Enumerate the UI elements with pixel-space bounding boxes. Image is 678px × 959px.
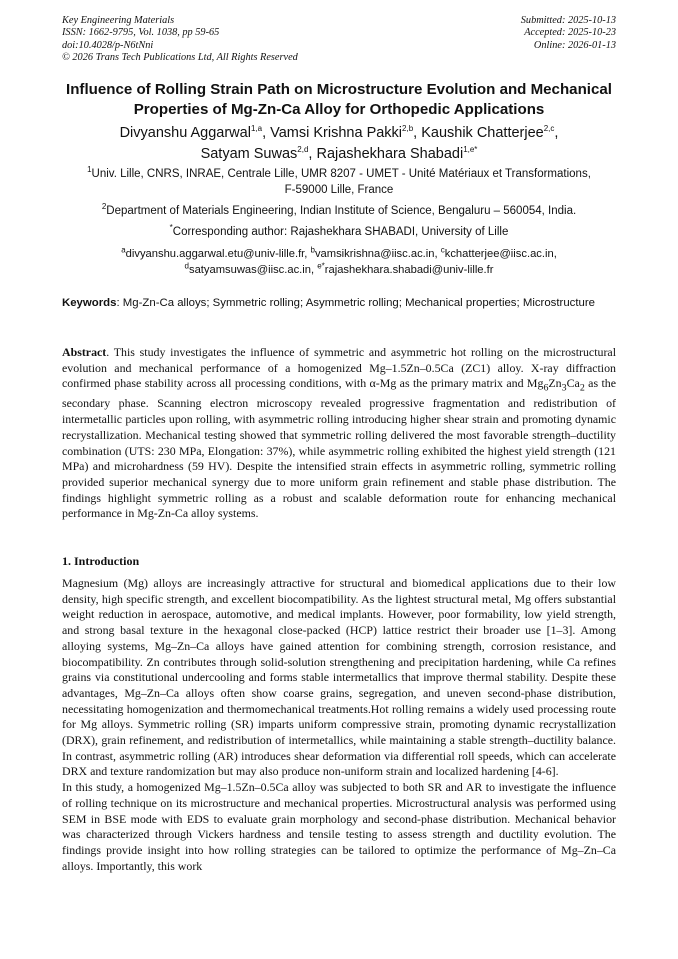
author-name: Kaushik Chatterjee (421, 125, 544, 141)
email-mark: e* (317, 261, 325, 271)
online-date: Online: 2026-01-13 (533, 39, 616, 51)
keywords-text: : Mg-Zn-Ca alloys; Symmetric rolling; Asymmetric rolling; Mechanical properties; Microstructure (116, 297, 595, 309)
introduction-paragraph: Magnesium (Mg) alloys are increasingly attractive for structural and biomedical applications due to their low density, high specific strength, and excellent biocompatibility. As the lightest structural metal, Mg offers substantial weight reduction in aerospace, automotive, and medical implants. However, poor formability, low yield strength, and strong basal texture in the hexagonal close-packed (HCP) lattice restrict their broader use [1–3]. Among alloying systems, Mg–Zn–Ca alloys have gained attention for combining strength, corrosion resistance, and biocompatibility. Zn contributes through solid-solution strengthening and precipitation hardening, while Ca refines grains via constitutional undercooling and forms stable intermetallics that improve thermal stability. Despite these advantages, Mg–Zn–Ca alloys often show coarse grains, segregation, and uneven second-phase distribution, necessitating homogenization and thermomechanical treatments.Hot rolling remains a widely used processing route for Mg alloys. Symmetric rolling (SR) imparts uniform compressive strain, promoting dynamic recrystallization (DRX), grain refinement, and redistribution of intermetallics, while maintaining a stable strength–ductility balance. In contrast, asymmetric rolling (AR) introduces shear deformation via differential roll speeds, which can accelerate DRX and texture randomization but may also produce non-uniform strain and localized hardening [4-6]. (62, 576, 616, 779)
introduction-paragraph: In this study, a homogenized Mg–1.5Zn–0.5Ca alloy was subjected to both SR and AR to investigate the influence of rolling technique on its microstructure and mechanical properties. Microstructural analysis was performed using SEM in BSE mode with EDS to evaluate grain morphology and second-phase distribution. Mechanical behavior was characterized through Vickers hardness and tensile testing to assess strength and ductility evolution. The findings provide insight into how rolling strategies can be tailored to optimize the performance of Mg–Zn–Ca alloys. Importantly, this work (62, 780, 616, 873)
author-separator: , (554, 125, 559, 141)
author-list (62, 123, 616, 165)
abstract-text: Ca (566, 376, 580, 391)
author-name: Satyam Suwas (200, 146, 298, 162)
corresponding-author (62, 224, 616, 240)
author-separator: , (308, 146, 317, 162)
subscript: 2 (579, 382, 585, 394)
submitted-date: Submitted: 2025-10-13 (520, 15, 616, 26)
affiliation-mark: 2 (101, 202, 107, 212)
author-separator: , (262, 125, 271, 141)
doi-line: doi:10.4028/p-N6tNni (62, 39, 154, 51)
affiliation-mark: 1 (87, 165, 92, 175)
email-link[interactable]: satyamsuwas@iisc.ac.in, (188, 264, 318, 276)
affiliation-2 (62, 203, 616, 219)
copyright-line: © 2026 Trans Tech Publications Ltd, All Rights Reserved (62, 51, 298, 63)
affiliation-1-line1: Univ. Lille, CNRS, INRAE, Centrale Lille, UMR 8207 - UMET - Unité Matériaux et Transformations, (91, 168, 591, 180)
email-link[interactable]: kchatterjee@iisc.ac.in, (444, 248, 557, 260)
abstract-label: Abstract (62, 345, 107, 359)
email-link[interactable]: divyanshu.aggarwal.etu@univ-lille.fr, (125, 248, 311, 260)
keywords-label: Keywords (62, 297, 117, 309)
issn-line: ISSN: 1662-9795, Vol. 1038, pp 59-65 (62, 27, 220, 39)
author-emails (62, 246, 616, 278)
abstract-text: as the secondary phase. Scanning electron microscopy revealed progressive fragmentation and redistribution of intermetallic particles upon rolling, with asymmetric rolling introducing higher shear strain and promoting dynamic recrystallization. Mechanical testing showed that symmetric rolling delivered the most favorable strength–ductility combination (UTS: 230 MPa, Elongation: 37%), while asymmetric rolling exhibited the highest yield strength (121 MPa) and microhardness (59 HV). Despite the intensified strain effects in asymmetric rolling, symmetric rolling provided superior mechanical synergy due to more uniform grain refinement and stable phase distribution. The findings highlight symmetric rolling as a robust and scalable deformation route for enhancing mechanical performance in Mg-Zn-Ca alloy systems. (62, 376, 616, 521)
email-mark: d (184, 261, 189, 271)
journal-meta (62, 15, 298, 64)
accepted-date: Accepted: 2025-10-23 (524, 27, 616, 39)
affiliation-1-line2: F-59000 Lille, France (284, 184, 394, 196)
author-affiliation-mark: 2,c (543, 124, 555, 134)
email-mark: b (310, 245, 315, 255)
section-heading-introduction: 1. Introduction (62, 554, 140, 568)
affiliation-2-text: Department of Materials Engineering, Indian Institute of Science, Bengaluru – 560054, India. (106, 205, 577, 217)
author-separator: , (413, 125, 422, 141)
abstract-text: Zn (548, 376, 562, 391)
author-affiliation-mark: 2,d (297, 145, 309, 155)
author-affiliation-mark: 1,e* (463, 145, 478, 155)
author-affiliation-mark: 1,a (250, 124, 263, 134)
abstract-text: . This study investigates the influence of symmetric and asymmetric hot rolling on the microstructural evolution and mechanical performance of a homogenized Mg–1.5Zn–0.5Ca (ZC1) alloy. X-ray diffraction confirmed phase stability across all processing conditions, with α-Mg as the primary matrix and Mg (62, 345, 616, 391)
email-link[interactable]: rajashekhara.shabadi@univ-lille.fr (324, 264, 494, 276)
introduction-body (62, 576, 616, 874)
corresponding-author-text: Corresponding author: Rajashekhara SHABADI, University of Lille (172, 226, 509, 238)
journal-name: Key Engineering Materials (62, 15, 175, 26)
subscript: 3 (561, 382, 567, 394)
email-mark: c (440, 245, 445, 255)
keywords-block (62, 296, 616, 311)
paper-title: Influence of Rolling Strain Path on Microstructure Evolution and Mechanical Properties of Mg-Zn-Ca Alloy for Orthopedic Applications (66, 81, 612, 118)
affiliation-1 (62, 166, 616, 198)
email-mark: a (121, 245, 126, 255)
corresponding-mark: * (169, 223, 173, 233)
author-name: Vamsi Krishna Pakki (270, 125, 403, 141)
email-link[interactable]: vamsikrishna@iisc.ac.in, (314, 248, 441, 260)
author-name: Rajashekhara Shabadi (316, 146, 464, 162)
publication-dates (521, 15, 616, 52)
author-affiliation-mark: 2,b (402, 124, 414, 134)
author-name: Divyanshu Aggarwal (119, 125, 251, 141)
subscript: 6 (543, 382, 549, 394)
abstract-block (62, 345, 616, 522)
